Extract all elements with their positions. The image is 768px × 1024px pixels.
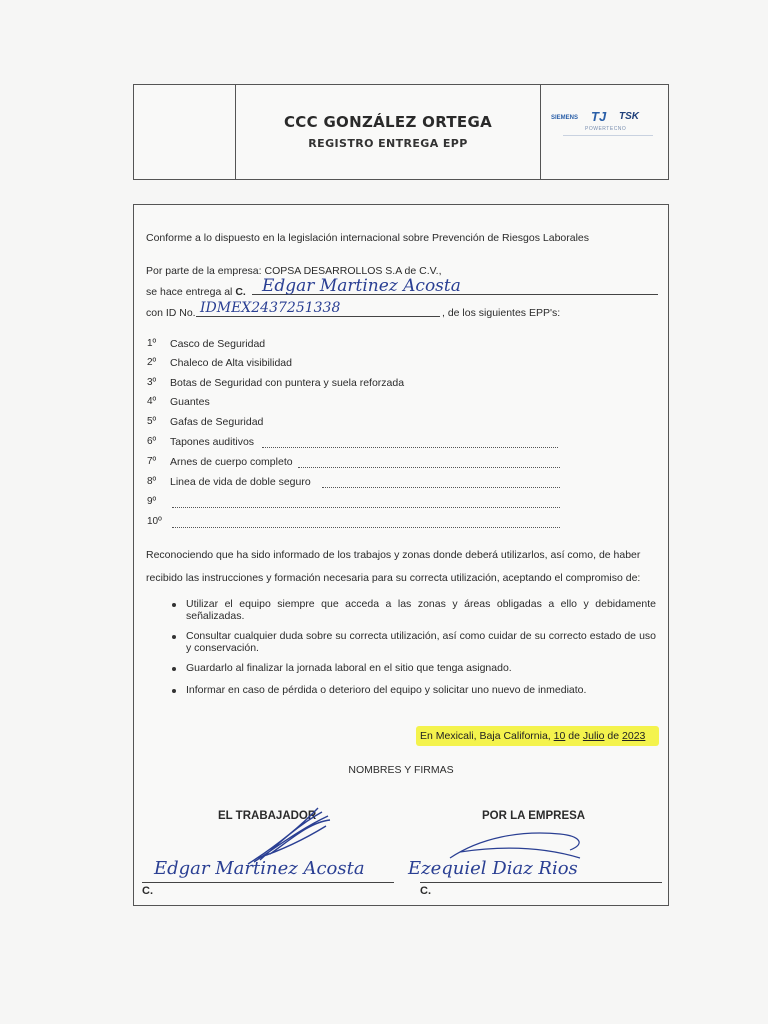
worker-name-handwritten: Edgar Martinez Acosta bbox=[262, 276, 461, 296]
list-item: Informar en caso de pérdida o deterioro del equipo y solicitar uno nuevo de inmediato. bbox=[186, 684, 587, 696]
header-logo-cell bbox=[540, 85, 668, 179]
worker-signature-label: EL TRABAJADOR bbox=[218, 810, 317, 822]
list-item: Linea de vida de doble seguro bbox=[170, 476, 311, 488]
id-prefix: con ID No. bbox=[146, 307, 196, 319]
bullet-icon bbox=[172, 689, 176, 693]
bullet-icon bbox=[172, 635, 176, 639]
item-dotted-line bbox=[172, 507, 560, 508]
list-item-number: 4º bbox=[147, 396, 157, 407]
date-day: 10 bbox=[553, 730, 566, 742]
id-underline bbox=[196, 316, 440, 317]
company-title: CCC GONZÁLEZ ORTEGA bbox=[284, 113, 492, 131]
form-title: REGISTRO ENTREGA EPP bbox=[308, 137, 468, 150]
delivery-c: C. bbox=[235, 286, 246, 298]
list-item-number: 8º bbox=[147, 476, 157, 487]
list-item-number: 6º bbox=[147, 436, 157, 447]
acknowledgement-line-2: recibido las instrucciones y formación necesaria para su correcta utilización, aceptando el compromiso de: bbox=[146, 572, 641, 584]
logo-brand-a: SIEMENS bbox=[551, 115, 579, 121]
list-item-number: 9º bbox=[147, 496, 157, 507]
company-prefix: Por parte de la empresa: bbox=[146, 265, 262, 277]
item-dotted-line bbox=[322, 487, 560, 488]
item-dotted-line bbox=[298, 467, 560, 468]
list-item: Utilizar el equipo siempre que acceda a las zonas y áreas obligadas a ello y debidamente señalizadas. bbox=[186, 598, 656, 622]
list-item: Casco de Seguridad bbox=[170, 338, 266, 350]
item-dotted-line bbox=[262, 447, 558, 448]
bullet-icon bbox=[172, 603, 176, 607]
date-month: Julio bbox=[582, 730, 605, 742]
list-item-number: 3º bbox=[147, 377, 157, 388]
list-item: Guantes bbox=[170, 396, 210, 408]
company-c-prefix: C. bbox=[420, 885, 431, 897]
signatures-heading: NOMBRES Y FIRMAS bbox=[348, 764, 454, 776]
list-item-number: 7º bbox=[147, 456, 157, 467]
id-suffix: , de los siguientes EPP's: bbox=[442, 307, 561, 319]
date-line bbox=[420, 730, 645, 742]
logo-brand-b: TJ bbox=[591, 109, 607, 124]
logo-tagline: POWERTECNO bbox=[585, 126, 627, 132]
worker-c-prefix: C. bbox=[142, 885, 153, 897]
id-number-handwritten: IDMEX2437251338 bbox=[200, 300, 341, 316]
document-header bbox=[133, 84, 669, 180]
list-item: Chaleco de Alta visibilidad bbox=[170, 357, 292, 369]
company-name: COPSA DESARROLLOS S.A de C.V., bbox=[264, 265, 442, 277]
date-de-1: de bbox=[568, 730, 580, 742]
list-item: Consultar cualquier duda sobre su correcta utilización, así como cuidar de su correcto estado de uso y conservación. bbox=[186, 630, 656, 654]
logo-brand-c: TSK bbox=[619, 111, 639, 122]
delivery-prefix: se hace entrega al bbox=[146, 286, 233, 298]
company-signature-line bbox=[420, 882, 662, 883]
list-item: Arnes de cuerpo completo bbox=[170, 456, 293, 468]
worker-signature-line bbox=[142, 882, 394, 883]
company-signature-label: POR LA EMPRESA bbox=[482, 810, 586, 822]
worker-signed-name: Edgar Martinez Acosta bbox=[154, 858, 365, 879]
legislation-statement: Conforme a lo dispuesto en la legislación internacional sobre Prevención de Riesgos Laborales bbox=[146, 232, 590, 244]
delivery-line bbox=[146, 286, 246, 298]
company-signed-name: Ezequiel Diaz Rios bbox=[408, 858, 578, 879]
header-left-cell bbox=[134, 85, 236, 179]
list-item-number: 1º bbox=[147, 338, 157, 349]
date-year: 2023 bbox=[622, 730, 646, 742]
list-item: Guardarlo al finalizar la jornada laboral en el sitio que tenga asignado. bbox=[186, 662, 512, 674]
date-place: En Mexicali, Baja California, bbox=[420, 730, 551, 742]
item-dotted-line bbox=[172, 527, 560, 528]
list-item: Tapones auditivos bbox=[170, 436, 255, 448]
list-item-number: 2º bbox=[147, 357, 157, 368]
list-item-number: 10º bbox=[147, 516, 162, 527]
list-item: Botas de Seguridad con puntera y suela reforzada bbox=[170, 377, 405, 389]
logo-rule bbox=[563, 135, 653, 139]
bullet-icon bbox=[172, 667, 176, 671]
date-de-2: de bbox=[607, 730, 620, 742]
list-item: Gafas de Seguridad bbox=[170, 416, 264, 428]
company-logo bbox=[547, 109, 662, 149]
list-item-number: 5º bbox=[147, 416, 157, 427]
acknowledgement-line-1: Reconociendo que ha sido informado de los trabajos y zonas donde deberá utilizarlos, así como, de haber bbox=[146, 549, 641, 561]
